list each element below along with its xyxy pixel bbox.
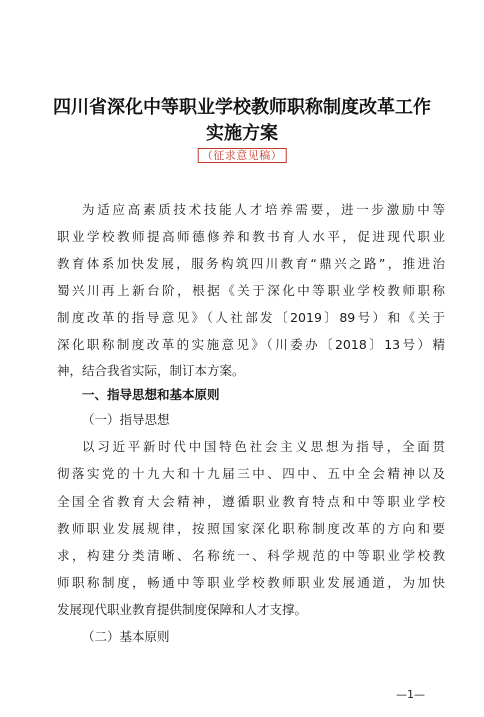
section-heading: 一、指导思想和基本原则: [82, 387, 220, 402]
intro-line: 为适应高素质技术技能人才培养需要，进一步激励中等: [82, 202, 445, 217]
guiding-line: 发展现代职业教育提供制度保障和人才支撑。: [57, 602, 308, 617]
intro-line: 神，结合我省实际，制订本方案。: [57, 363, 245, 378]
intro-line: 教育体系加快发展，服务构筑四川教育“鼎兴之路”，推进治: [57, 256, 445, 271]
draft-badge: （征求意见稿）: [198, 148, 287, 163]
guiding-line: 师职称制度，畅通中等职业学校教师职业发展通道，为加快: [57, 575, 445, 590]
subsection-heading: （二）基本原则: [82, 629, 170, 644]
intro-line: 职业学校教师提高师德修养和教书育人水平，促进现代职业: [57, 229, 445, 244]
guiding-line: 全国全省教育大会精神，遵循职业教育特点和中等职业学校: [57, 494, 445, 509]
document-title-line2: 实施方案: [206, 123, 278, 144]
page-number: —1—: [396, 688, 425, 701]
guiding-line: 彻落实党的十九大和十九届三中、四中、五中全会精神以及: [57, 466, 445, 481]
intro-line: 深化职称制度改革的实施意见》（川委办〔2018〕13号）精: [57, 337, 445, 352]
subsection-heading: （一）指导思想: [82, 412, 170, 427]
guiding-line: 求，构建分类清晰、名称统一、科学规范的中等职业学校教: [57, 548, 445, 563]
intro-line: 制度改革的指导意见》（人社部发〔2019〕89号）和《关于: [57, 310, 445, 325]
document-title-line1: 四川省深化中等职业学校教师职称制度改革工作: [53, 97, 431, 118]
intro-line: 蜀兴川再上新台阶，根据《关于深化中等职业学校教师职称: [57, 283, 445, 298]
guiding-line: 以习近平新时代中国特色社会主义思想为指导，全面贯: [82, 439, 445, 454]
guiding-line: 教师职业发展规律，按照国家深化职称制度改革的方向和要: [57, 521, 445, 536]
